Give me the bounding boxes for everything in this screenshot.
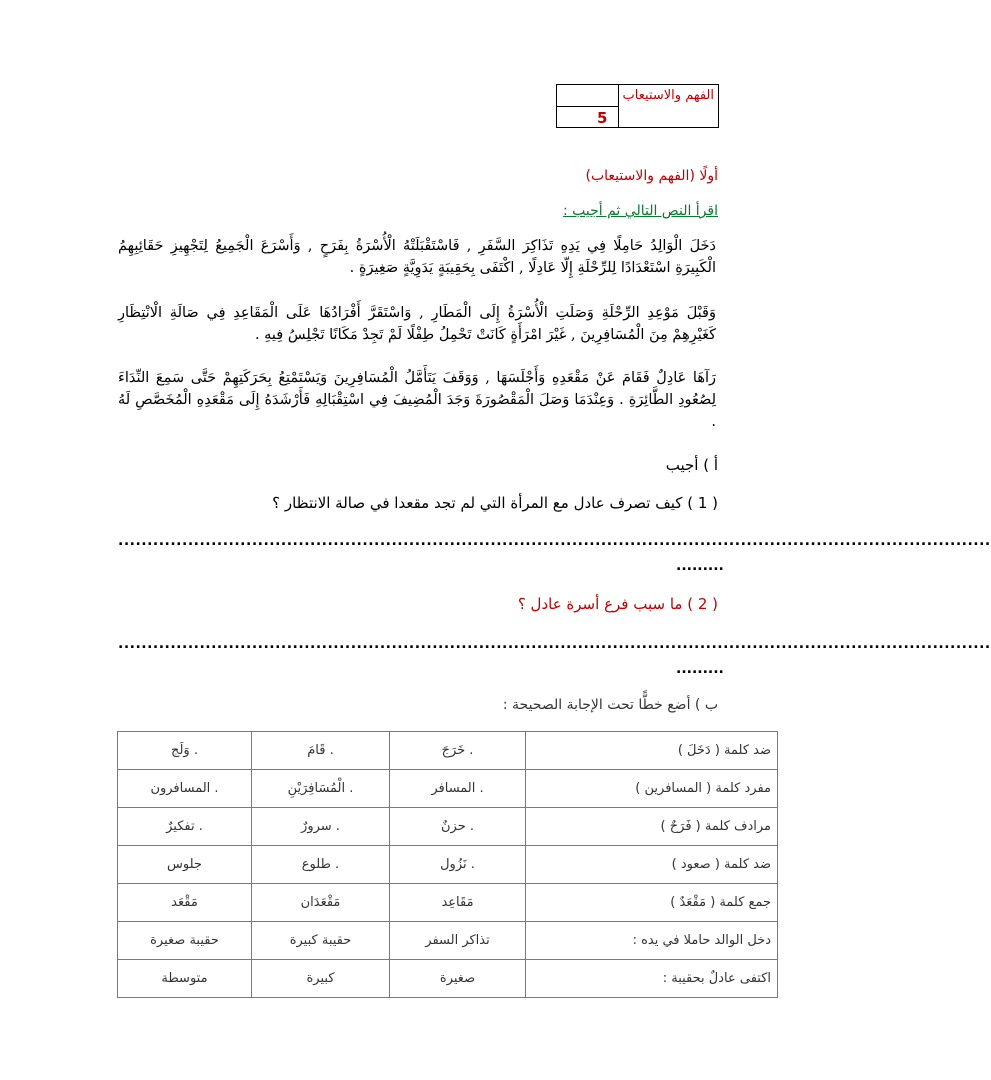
option-b[interactable]: الْمُسَافِرَيْنِ . bbox=[252, 770, 390, 808]
part-b-heading: ب ) أضع خطًّا تحت الإجابة الصحيحة : bbox=[502, 697, 718, 713]
table-row bbox=[118, 732, 778, 770]
question-cell: مرادف كلمة ( فَرَحٌ ) bbox=[526, 808, 778, 846]
option-c[interactable]: جلوس bbox=[118, 846, 252, 884]
question-cell: ضد كلمة ( دَخَلَ ) bbox=[526, 732, 778, 770]
paragraph-1: دَخَلَ الْوَالِدُ حَامِلًا فِي يَدِهِ تَذَاكِرَ السَّفَرِ , فَاسْتَقْبَلَتْهُ الْأُسْرَةُ بِفَرَحٍ , وَأَسْرَعَ الْجَمِيعُ لِتَجْهِيزِ حَقَائِبِهِمُ الْكَبِيرَةِ اسْتَعْدَادًا لِلرِّحْلَةِ إِلّا عَادِلًا , اكْتَفَى بِحَقِيبَةٍ يَدَوِيَّةٍ صَغِيرَةٍ . bbox=[118, 238, 716, 276]
option-a[interactable]: نَزُول . bbox=[390, 846, 526, 884]
question-cell: مفرد كلمة ( المسافرين ) bbox=[526, 770, 778, 808]
option-a[interactable]: صغيرة bbox=[390, 960, 526, 998]
option-a[interactable]: تذاكر السفر bbox=[390, 922, 526, 960]
answer-line-end: ......... bbox=[676, 661, 724, 677]
section-title: أولًا (الفهم والاستيعاب) bbox=[585, 168, 718, 184]
part-a-heading: أ ) أجيب bbox=[665, 456, 718, 474]
answer-table bbox=[117, 731, 778, 998]
answer-line-end: ......... bbox=[676, 558, 724, 574]
option-b[interactable]: سرورٌ . bbox=[252, 808, 390, 846]
question-2: ( 2 ) ما سبب فرع أسرة عادل ؟ bbox=[517, 595, 718, 613]
option-b[interactable]: حقيبة كبيرة bbox=[252, 922, 390, 960]
question-cell: دخل الوالد حاملا في يده : bbox=[526, 922, 778, 960]
option-a[interactable]: خَرَجَ . bbox=[390, 732, 526, 770]
table-row bbox=[118, 884, 778, 922]
question-cell: ضد كلمة ( صعود ) bbox=[526, 846, 778, 884]
option-b[interactable]: مَقْعَدَان bbox=[252, 884, 390, 922]
question-cell: جمع كلمة ( مَقْعَدٌ ) bbox=[526, 884, 778, 922]
option-b[interactable]: قَامَ . bbox=[252, 732, 390, 770]
answer-line[interactable]: ...................................................................................................................................................... bbox=[118, 636, 991, 652]
option-c[interactable]: متوسطة bbox=[118, 960, 252, 998]
paragraph-2: وَقَبْلَ مَوْعِدِ الرِّحْلَةِ وَصَلَتِ الْأُسْرَةُ إِلَى الْمَطَارِ , وَاسْتَقَرَّ أَفْرَادُهَا عَلَى الْمَقَاعِدِ فِي صَالَةِ الْانْتِظَارِ كَغَيْرِهِمْ مِنَ الْمُسَافِرِينَ , غَيْرَ امْرَأَةٍ كَانَتْ تَحْمِلُ طِفْلًا لَمْ تَجِدْ مَكَانًا تَجْلِسُ فِيهِ . bbox=[118, 305, 716, 343]
table-row bbox=[118, 770, 778, 808]
option-b[interactable]: كبيرة bbox=[252, 960, 390, 998]
reading-instruction: اقرأ النص التالي ثم أجيب : bbox=[562, 203, 718, 219]
question-cell: اكتفى عادلٌ بحقيبة : bbox=[526, 960, 778, 998]
option-b[interactable]: طلوع . bbox=[252, 846, 390, 884]
table-row bbox=[118, 808, 778, 846]
table-row bbox=[118, 960, 778, 998]
header-divider bbox=[557, 106, 618, 107]
lesson-header-box bbox=[556, 84, 719, 128]
option-a[interactable]: مَقَاعِد bbox=[390, 884, 526, 922]
option-c[interactable]: وَلَج . bbox=[118, 732, 252, 770]
option-c[interactable]: تفكيرٌ . bbox=[118, 808, 252, 846]
option-a[interactable]: المسافر . bbox=[390, 770, 526, 808]
answer-line[interactable]: ...................................................................................................................................................... bbox=[118, 533, 991, 549]
option-a[interactable]: حزنٌ . bbox=[390, 808, 526, 846]
question-1: ( 1 ) كيف تصرف عادل مع المرأة التي لم تجد مقعدا في صالة الانتظار ؟ bbox=[272, 494, 718, 512]
option-c[interactable]: مَقْعَد bbox=[118, 884, 252, 922]
lesson-number: 5 bbox=[597, 109, 608, 127]
paragraph-3: رَآهَا عَادِلٌ فَقَامَ عَنْ مَقْعَدِهِ وَأَجْلَسَهَا , وَوَقَفَ يَتَأَمَّلُ الْمُسَافِرِينَ وَيَسْتَمْتِعُ بِحَرَكَتِهِمْ حَتَّى سَمِعَ النِّدَاءَ لِصُعُودِ الطَّائِرَةِ . وَعِنْدَمَا وَصَلَ الْمَقْصُورَةَ وَجَدَ الْمُضِيفَ فِي اسْتِقْبَالِهِ فَأَرْشَدَهُ إِلَى مَقْعَدِهِ الْمُخَصَّصِ لَهُ . bbox=[118, 370, 716, 430]
table-row bbox=[118, 922, 778, 960]
option-c[interactable]: حقيبة صغيرة bbox=[118, 922, 252, 960]
option-c[interactable]: المسافرون . bbox=[118, 770, 252, 808]
lesson-title: الفهم والاستيعاب bbox=[622, 88, 714, 103]
table-row bbox=[118, 846, 778, 884]
